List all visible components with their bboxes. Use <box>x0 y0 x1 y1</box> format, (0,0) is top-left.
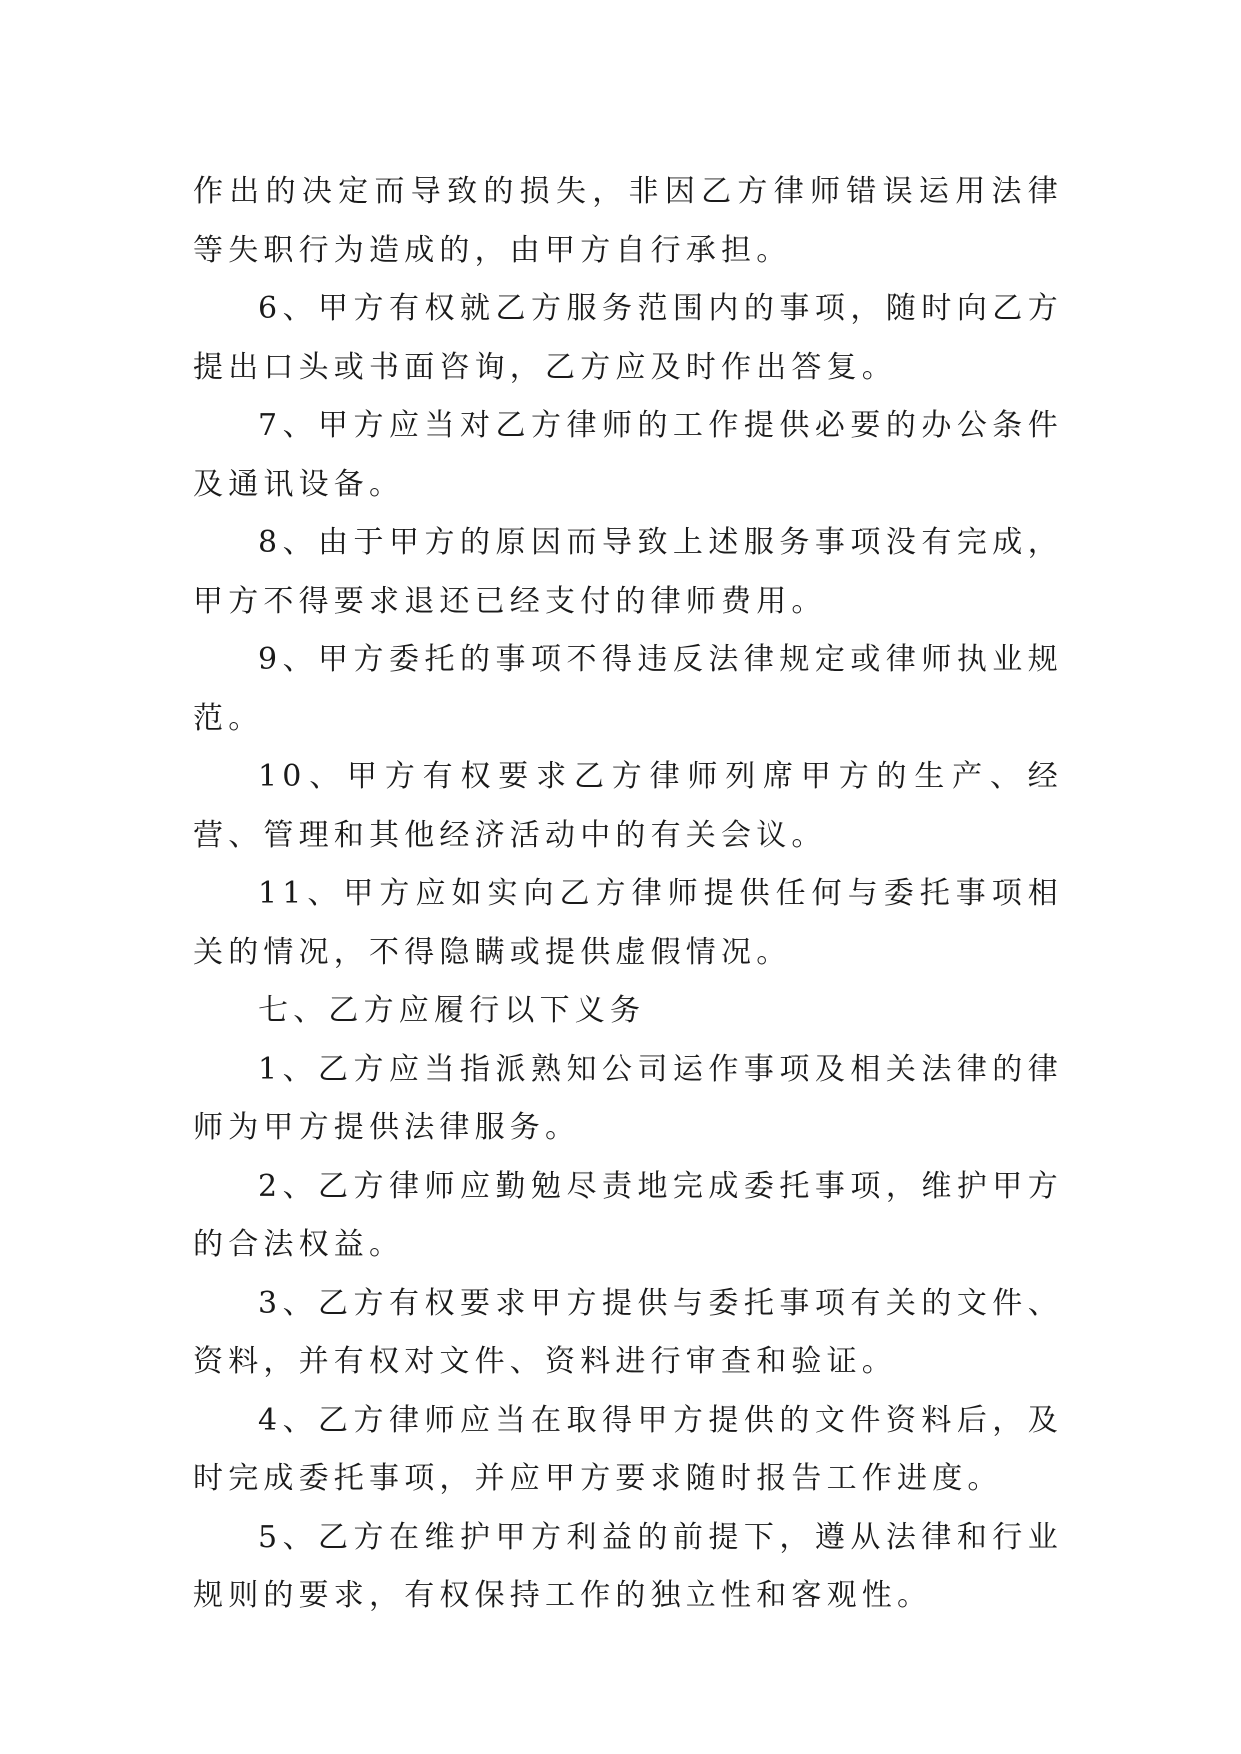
paragraph-obligation-5: 5、乙方在维护甲方利益的前提下，遵从法律和行业规则的要求，有权保持工作的独立性和客观性。 <box>193 1519 1063 1613</box>
paragraph-obligation-3: 3、乙方有权要求甲方提供与委托事项有关的文件、资料，并有权对文件、资料进行审查和验证。 <box>193 1285 1063 1379</box>
paragraph-item-10: 10、甲方有权要求乙方律师列席甲方的生产、经营、管理和其他经济活动中的有关会议。 <box>193 759 1063 853</box>
document-body <box>193 163 1063 1626</box>
paragraph-obligation-1: 1、乙方应当指派熟知公司运作事项及相关法律的律师为甲方提供法律服务。 <box>193 1051 1063 1145</box>
paragraph-obligation-2: 2、乙方律师应勤勉尽责地完成委托事项，维护甲方的合法权益。 <box>193 1168 1063 1262</box>
paragraph-continuation: 作出的决定而导致的损失，非因乙方律师错误运用法律等失职行为造成的，由甲方自行承担。 <box>193 174 1063 268</box>
paragraph-item-7: 7、甲方应当对乙方律师的工作提供必要的办公条件及通讯设备。 <box>193 408 1063 502</box>
paragraph-item-9: 9、甲方委托的事项不得违反法律规定或律师执业规范。 <box>193 642 1063 736</box>
section-heading-7: 七、乙方应履行以下义务 <box>258 993 646 1028</box>
paragraph-obligation-4: 4、乙方律师应当在取得甲方提供的文件资料后，及时完成委托事项，并应甲方要求随时报告工作进度。 <box>193 1402 1063 1496</box>
paragraph-item-11: 11、甲方应如实向乙方律师提供任何与委托事项相关的情况，不得隐瞒或提供虚假情况。 <box>193 876 1063 970</box>
paragraph-item-8: 8、由于甲方的原因而导致上述服务事项没有完成，甲方不得要求退还已经支付的律师费用。 <box>193 525 1063 619</box>
paragraph-item-6: 6、甲方有权就乙方服务范围内的事项，随时向乙方提出口头或书面咨询，乙方应及时作出答复。 <box>193 291 1063 385</box>
